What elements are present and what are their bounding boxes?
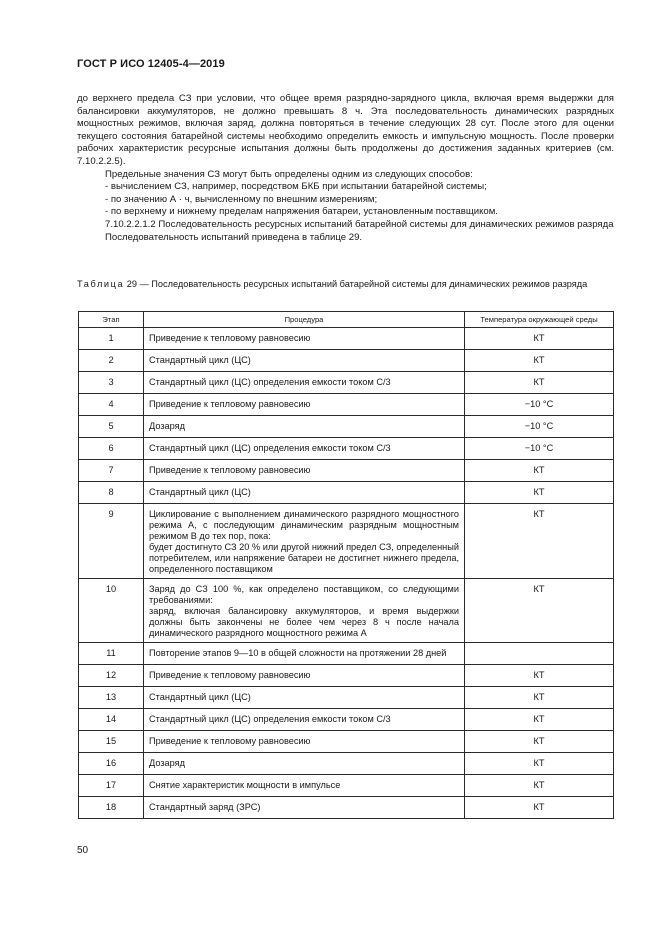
temperature-cell: КТ bbox=[465, 504, 614, 579]
table-row bbox=[79, 709, 614, 731]
step-cell: 3 bbox=[79, 372, 144, 394]
table-row bbox=[79, 579, 614, 643]
procedure-cell: Дозаряд bbox=[144, 753, 465, 775]
table-caption bbox=[77, 278, 614, 290]
temperature-cell: КТ bbox=[465, 753, 614, 775]
table-row bbox=[79, 438, 614, 460]
table-row bbox=[79, 504, 614, 579]
step-cell: 1 bbox=[79, 328, 144, 350]
list-item: - по значению А · ч, вычисленному по внешним измерениям; bbox=[105, 193, 378, 205]
temperature-cell: КТ bbox=[465, 775, 614, 797]
temperature-cell: −10 °С bbox=[465, 394, 614, 416]
step-cell: 17 bbox=[79, 775, 144, 797]
temperature-cell: −10 °С bbox=[465, 438, 614, 460]
list-item: - вычислением СЗ, например, посредством БКБ при испытании батарейной системы; bbox=[105, 181, 487, 193]
step-cell: 14 bbox=[79, 709, 144, 731]
table-body bbox=[79, 328, 614, 819]
temperature-cell: КТ bbox=[465, 665, 614, 687]
step-cell: 5 bbox=[79, 416, 144, 438]
step-cell: 4 bbox=[79, 394, 144, 416]
procedure-cell: Стандартный цикл (ЦС) определения емкости током C/3 bbox=[144, 372, 465, 394]
section-heading-7-10-2-2-1-2: 7.10.2.2.1.2 Последовательность ресурсных испытаний батарейной системы для динамических режимов разряда bbox=[105, 218, 614, 230]
procedure-cell: Стандартный цикл (ЦС) bbox=[144, 482, 465, 504]
header-temperature: Температура окружающей среды bbox=[465, 312, 614, 328]
table-row bbox=[79, 350, 614, 372]
table-row bbox=[79, 731, 614, 753]
step-cell: 15 bbox=[79, 731, 144, 753]
paragraph-limits: Предельные значения СЗ могут быть определены одним из следующих способов: bbox=[105, 168, 473, 180]
temperature-cell: КТ bbox=[465, 328, 614, 350]
list-item: - по верхнему и нижнему пределам напряжения батареи, установленным поставщиком. bbox=[105, 206, 498, 218]
step-cell: 6 bbox=[79, 438, 144, 460]
document-code-header: ГОСТ Р ИСО 12405-4—2019 bbox=[77, 58, 225, 70]
procedure-cell: Дозаряд bbox=[144, 416, 465, 438]
step-cell: 12 bbox=[79, 665, 144, 687]
step-cell: 10 bbox=[79, 579, 144, 643]
temperature-cell: КТ bbox=[465, 372, 614, 394]
page-number: 50 bbox=[77, 845, 89, 856]
table-caption-word: Таблица bbox=[77, 279, 125, 289]
paragraph-table-reference: Последовательность испытаний приведена в таблице 29. bbox=[105, 231, 363, 243]
table-row bbox=[79, 797, 614, 819]
procedure-cell: Приведение к тепловому равновесию bbox=[144, 731, 465, 753]
header-procedure: Процедура bbox=[144, 312, 465, 328]
table-caption-text: 29 — Последовательность ресурсных испытаний батарейной системы для динамических режимов разряда bbox=[126, 279, 588, 289]
body-text bbox=[77, 93, 614, 244]
step-cell: 13 bbox=[79, 687, 144, 709]
paragraph-continuation: до верхнего предела СЗ при условии, что общее время разрядно-зарядного цикла, включая время выдержки для балансировки аккумуляторов, не должно превышать 8 ч. Эта последовательность динамических разрядных мощностных режимов, включая заряд, должна повторяться в течение следующих 28 сут. После этого для оценки текущего состояния батарейной системы необходимо определить емкость и импульсную мощность. После проверки рабочих характеристик ресурсные испытания должны быть продолжены до достижения заданных критериев (см. 7.10.2.2.5). bbox=[77, 93, 614, 167]
temperature-cell: КТ bbox=[465, 579, 614, 643]
table-row bbox=[79, 643, 614, 665]
table-header-row bbox=[79, 312, 614, 328]
step-cell: 8 bbox=[79, 482, 144, 504]
step-cell: 2 bbox=[79, 350, 144, 372]
step-cell: 11 bbox=[79, 643, 144, 665]
temperature-cell: КТ bbox=[465, 687, 614, 709]
procedure-cell: Повторение этапов 9—10 в общей сложности на протяжении 28 дней bbox=[144, 643, 465, 665]
temperature-cell: КТ bbox=[465, 350, 614, 372]
procedure-cell: Стандартный цикл (ЦС) определения емкости током C/3 bbox=[144, 438, 465, 460]
procedure-cell: Снятие характеристик мощности в импульсе bbox=[144, 775, 465, 797]
temperature-cell: КТ bbox=[465, 731, 614, 753]
procedure-cell: Приведение к тепловому равновесию bbox=[144, 394, 465, 416]
step-cell: 16 bbox=[79, 753, 144, 775]
table-row bbox=[79, 394, 614, 416]
temperature-cell: КТ bbox=[465, 797, 614, 819]
step-cell: 9 bbox=[79, 504, 144, 579]
temperature-cell: КТ bbox=[465, 460, 614, 482]
header-step: Этап bbox=[79, 312, 144, 328]
table-row bbox=[79, 482, 614, 504]
table-row bbox=[79, 460, 614, 482]
procedure-cell: Приведение к тепловому равновесию bbox=[144, 328, 465, 350]
table-row bbox=[79, 687, 614, 709]
temperature-cell: −10 °С bbox=[465, 416, 614, 438]
table-row bbox=[79, 665, 614, 687]
procedure-cell: Стандартный заряд (ЗРС) bbox=[144, 797, 465, 819]
temperature-cell: КТ bbox=[465, 482, 614, 504]
procedure-cell: Приведение к тепловому равновесию bbox=[144, 665, 465, 687]
procedure-cell: Стандартный цикл (ЦС) bbox=[144, 687, 465, 709]
procedure-cell: Приведение к тепловому равновесию bbox=[144, 460, 465, 482]
procedure-cell: Циклирование с выполнением динамического разрядного мощностного режима А, с последующим динамическим разрядным мощностным режимом В до тех пор, пока: будет достигнуто СЗ 20 % или другой нижний предел СЗ, определенный потребителем, или напряжение батареи не достигнет нижнего предела, определенного поставщиком bbox=[144, 504, 465, 579]
table-row bbox=[79, 753, 614, 775]
procedure-cell: Стандартный цикл (ЦС) определения емкости током C/3 bbox=[144, 709, 465, 731]
test-sequence-table bbox=[78, 311, 614, 819]
procedure-cell: Заряд до СЗ 100 %, как определено поставщиком, со следующими требованиями: заряд, включая балансировку аккумуляторов, и время выдержки должны быть закончены не более чем через 8 ч после начала динамического разрядного мощностного режима А bbox=[144, 579, 465, 643]
table-row bbox=[79, 328, 614, 350]
table-row bbox=[79, 372, 614, 394]
table-row bbox=[79, 775, 614, 797]
step-cell: 18 bbox=[79, 797, 144, 819]
procedure-cell: Стандартный цикл (ЦС) bbox=[144, 350, 465, 372]
step-cell: 7 bbox=[79, 460, 144, 482]
temperature-cell: КТ bbox=[465, 709, 614, 731]
temperature-cell bbox=[465, 643, 614, 665]
table-row bbox=[79, 416, 614, 438]
